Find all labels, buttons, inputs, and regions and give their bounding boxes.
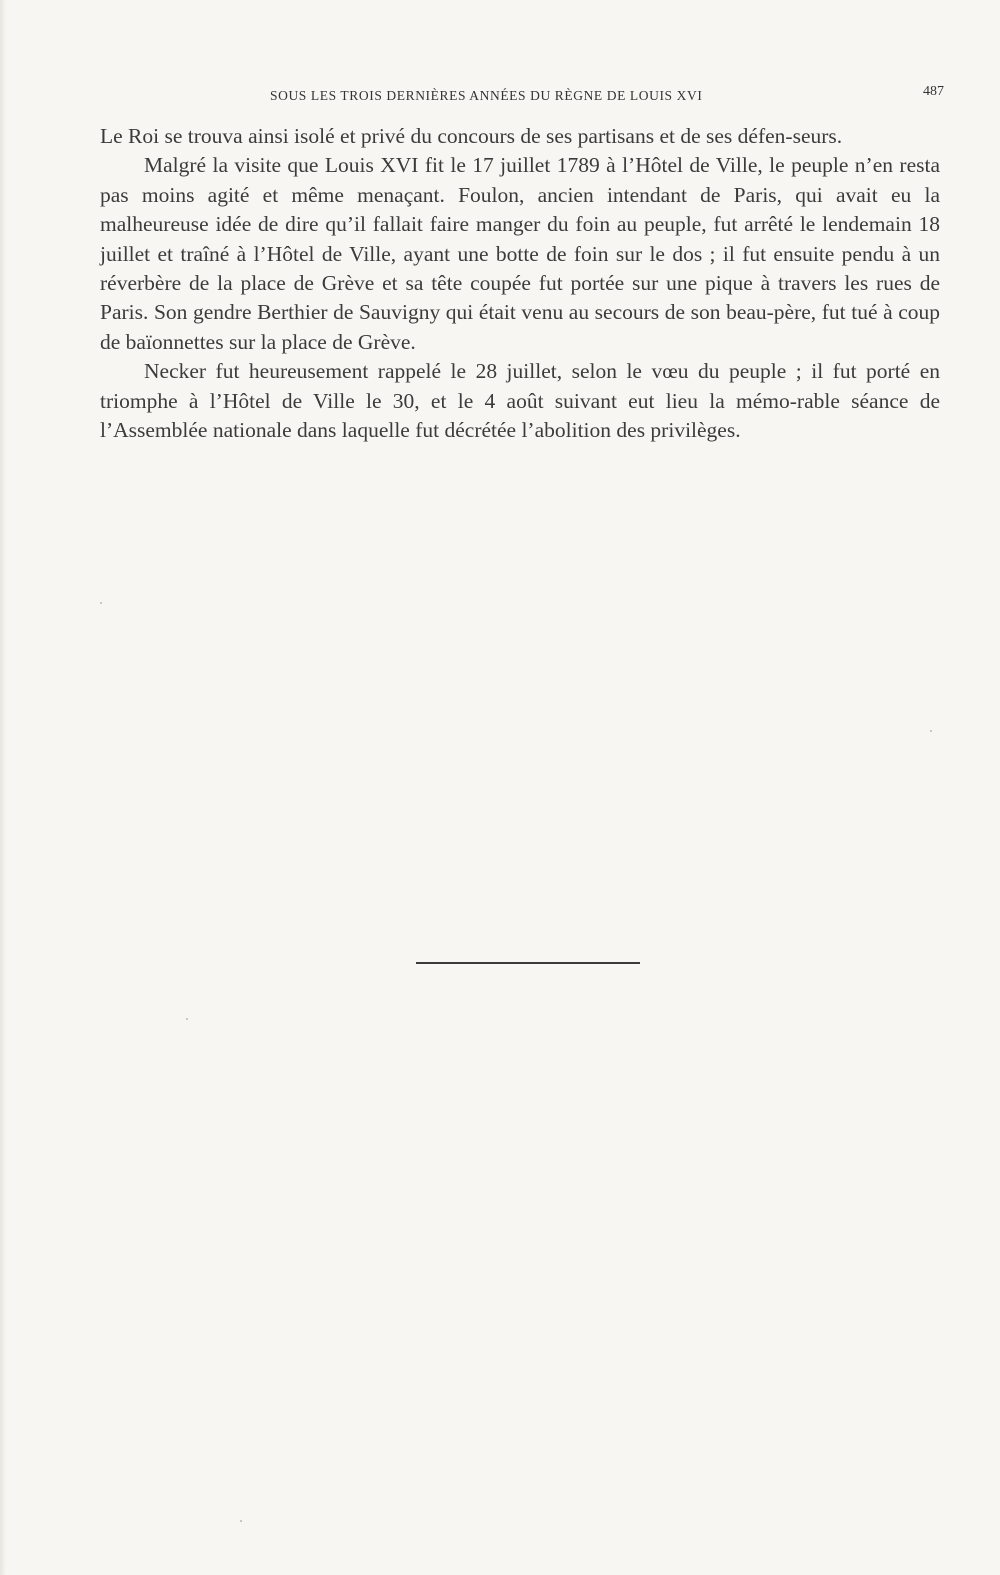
paper-speck	[240, 1520, 242, 1522]
binding-shadow	[0, 0, 6, 1575]
paragraph-1: Le Roi se trouva ainsi isolé et privé du concours de ses partisans et de ses défen-seurs.	[100, 124, 843, 148]
paragraph-2: Malgré la visite que Louis XVI fit le 17 juillet 1789 à l’Hôtel de Ville, le peuple n’en resta pas moins agité et même menaçant. Foulon, ancien intendant de Paris, qui avait eu la malheureuse idée de dire qu’il fallait faire manger du foin au peuple, fut arrêté le lendemain 18 juillet et traîné à l’Hôtel de Ville, ayant une botte de foin sur le dos ; il fut ensuite pendu à un réverbère de la place de Grève et sa tête coupée fut portée sur une pique à travers les rues de Paris. Son gendre Berthier de Sauvigny qui était venu au secours de son beau-père, fut tué à coup de baïonnettes sur la place de Grève.	[100, 153, 940, 354]
running-title: SOUS LES TROIS DERNIÈRES ANNÉES DU RÈGNE DE LOUIS XVI	[270, 88, 703, 103]
paragraph-3: Necker fut heureusement rappelé le 28 juillet, selon le vœu du peuple ; il fut porté en triomphe à l’Hôtel de Ville le 30, et le 4 août suivant eut lieu la mémo-rable séance de l’Assemblée nationale dans laquelle fut décrétée l’abolition des privilèges.	[100, 359, 940, 443]
page-number: 487	[923, 84, 944, 99]
body-text	[100, 122, 940, 445]
paper-speck	[100, 602, 102, 604]
end-of-chapter-rule	[416, 962, 640, 964]
running-head	[100, 84, 948, 106]
paper-speck	[186, 1018, 188, 1020]
paper-speck	[930, 730, 932, 732]
